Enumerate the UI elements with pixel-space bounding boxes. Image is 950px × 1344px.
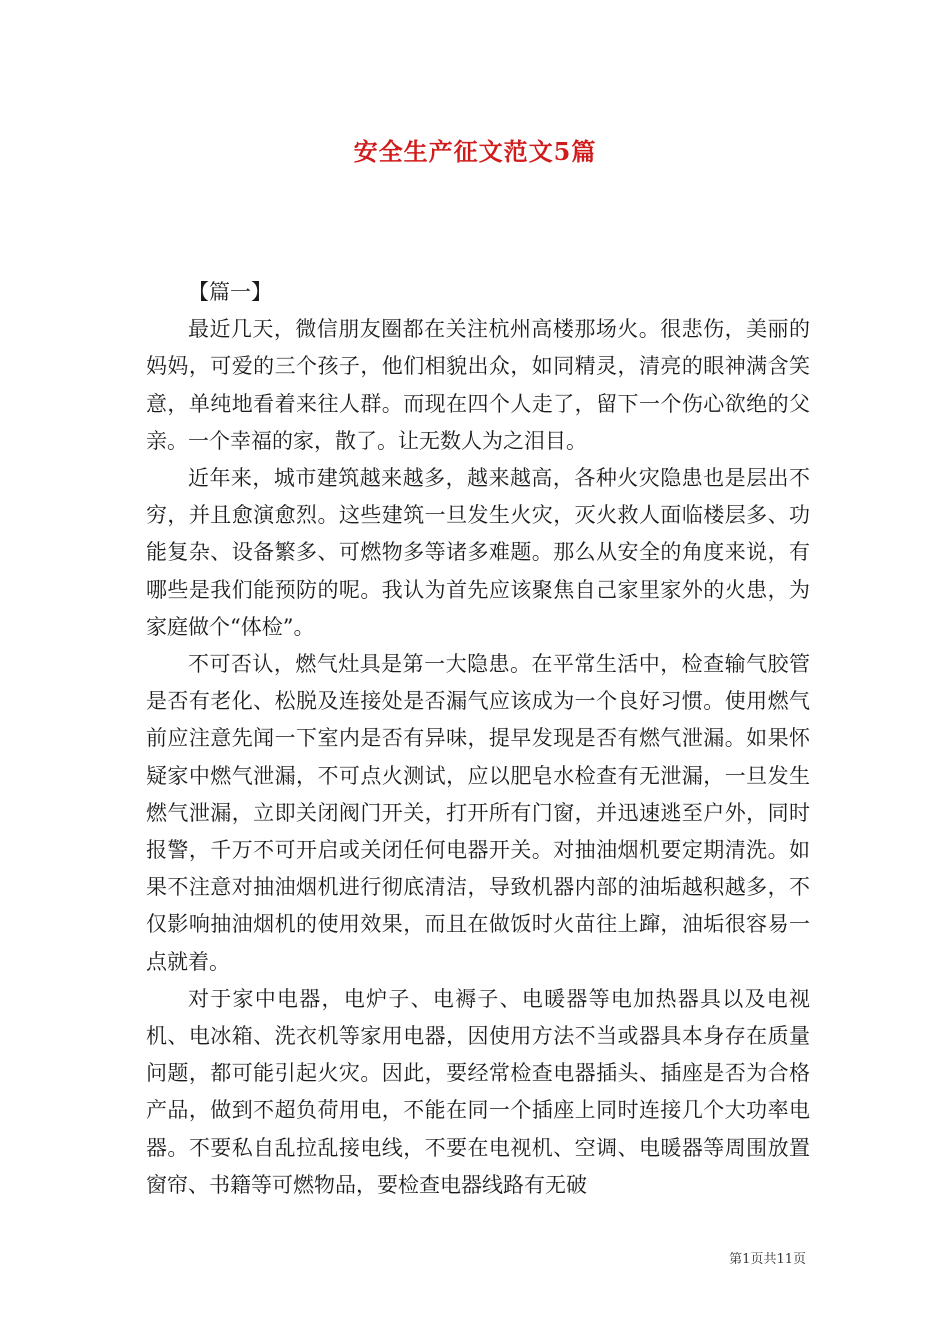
paragraph-4: 对于家中电器，电炉子、电褥子、电暖器等电加热器具以及电视机、电冰箱、洗衣机等家用电器，因使用方法不当或器具本身存在质量问题，都可能引起火灾。因此，要经常检查电器插头、插座是否为合格产品，做到不超负荷用电，不能在同一个插座上同时连接几个大功率电器。不要私自乱拉乱接电线，不要在电视机、空调、电暖器等周围放置窗帘、书籍等可燃物品，要检查电器线路有无破	[146, 986, 810, 1197]
paragraph-1: 最近几天，微信朋友圈都在关注杭州高楼那场火。很悲伤，美丽的妈妈，可爱的三个孩子，他们相貌出众，如同精灵，清亮的眼神满含笑意，单纯地看着来往人群。而现在四个人走了，留下一个伤心欲绝的父亲。一个幸福的家，散了。让无数人为之泪目。	[146, 317, 810, 453]
document-body	[146, 274, 810, 1204]
document-title: 安全生产征文范文5篇	[353, 137, 597, 166]
page-number: 第1页共11页	[729, 1252, 806, 1267]
section-label: 【篇一】	[188, 280, 272, 304]
paragraph-3: 不可否认，燃气灶具是第一大隐患。在平常生活中，检查输气胶管是否有老化、松脱及连接处是否漏气应该成为一个良好习惯。使用燃气前应注意先闻一下室内是否有异味，提早发现是否有燃气泄漏。如果怀疑家中燃气泄漏，不可点火测试，应以肥皂水检查有无泄漏，一旦发生燃气泄漏，立即关闭阀门开关，打开所有门窗，并迅速逃至户外，同时报警，千万不可开启或关闭任何电器开关。对抽油烟机要定期清洗。如果不注意对抽油烟机进行彻底清洁，导致机器内部的油垢越积越多，不仅影响抽油烟机的使用效果，而且在做饭时火苗往上蹿，油垢很容易一点就着。	[146, 652, 810, 974]
paragraph-2: 近年来，城市建筑越来越多，越来越高，各种火灾隐患也是层出不穷，并且愈演愈烈。这些建筑一旦发生火灾，灭火救人面临楼层多、功能复杂、设备繁多、可燃物多等诸多难题。那么从安全的角度来说，有哪些是我们能预防的呢。我认为首先应该聚焦自己家里家外的火患，为家庭做个“体检”。	[146, 466, 810, 639]
